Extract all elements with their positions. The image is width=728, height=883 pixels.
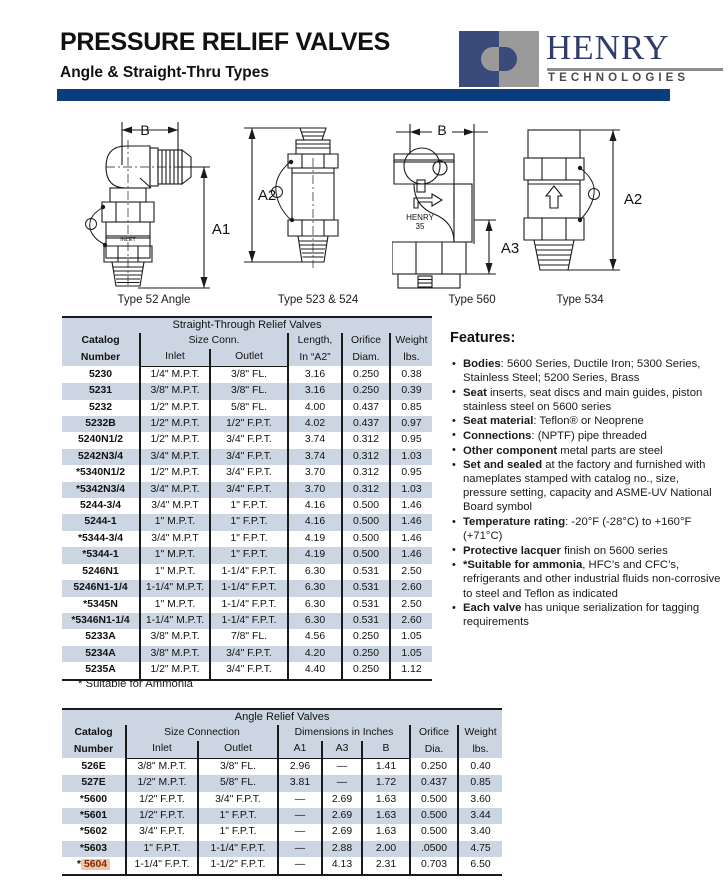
header-outlet: Outlet	[198, 741, 278, 758]
angle-table-title: Angle Relief Valves	[62, 709, 502, 725]
feature-item	[452, 357, 722, 385]
cell-value: 1.46	[390, 498, 432, 514]
cell-value: .0500	[410, 841, 458, 857]
header-length	[288, 333, 342, 366]
cell-value: 0.250	[342, 383, 390, 399]
table-row	[62, 662, 432, 679]
angle-relief-valves-table	[62, 708, 502, 876]
cell-catalog-number: 5232	[62, 400, 140, 416]
cell-value: 0.39	[390, 383, 432, 399]
table-row	[62, 366, 432, 383]
cell-value: 4.56	[288, 629, 342, 645]
header-orifice	[410, 725, 458, 758]
cell-value: 1" F.P.T.	[126, 841, 198, 857]
diagram-type-534	[500, 110, 660, 300]
cell-value: 3.81	[278, 775, 322, 791]
straight-table-title: Straight-Through Relief Valves	[62, 317, 432, 333]
cell-catalog-number: 5244-3/4	[62, 498, 140, 514]
cell-value: 3/8" FL.	[198, 758, 278, 775]
diagram-caption-1: Type 523 & 524	[277, 294, 359, 306]
cell-value: 1/2" M.P.T.	[140, 662, 210, 679]
cell-value: 1/2" M.P.T.	[140, 465, 210, 481]
cell-value: 3.74	[288, 432, 342, 448]
cell-value: 3/8" FL.	[210, 366, 288, 383]
cell-value: 3/4" M.P.T	[140, 531, 210, 547]
cell-value: 6.30	[288, 564, 342, 580]
features-title: Features:	[450, 330, 516, 346]
cell-value: 1.63	[362, 824, 410, 840]
table-row	[62, 857, 502, 874]
cell-value: 2.50	[390, 564, 432, 580]
table-row	[62, 646, 432, 662]
dim-label-b: B	[140, 122, 150, 138]
feature-item-text: : Teflon® or Neoprene	[533, 415, 644, 428]
table-row	[62, 400, 432, 416]
table-row	[62, 498, 432, 514]
table-row	[62, 841, 502, 857]
diagram-type-52-angle	[58, 110, 248, 300]
cell-catalog-number: *5601	[62, 808, 126, 824]
feature-item	[452, 458, 722, 514]
straight-through-relief-valves-table	[62, 316, 432, 681]
cell-value: 2.69	[322, 808, 362, 824]
cell-value: —	[278, 792, 322, 808]
header-orifice-line1: Orifice	[418, 727, 450, 739]
cell-value: 0.250	[342, 629, 390, 645]
feature-item-lead: Protective lacquer	[463, 544, 561, 557]
cell-value: 1.63	[362, 808, 410, 824]
feature-item-text: at the factory and furnished with nameplates stamped with catalog no., size, pressure setting, capacity and ASME-UV National Board symbol	[463, 459, 712, 514]
cell-value: 0.531	[342, 580, 390, 596]
cell-value: 0.97	[390, 416, 432, 432]
dim-label-a3: A3	[500, 240, 520, 257]
cell-catalog-number: *5600	[62, 792, 126, 808]
cell-value: 1-1/4" F.P.T.	[210, 580, 288, 596]
cell-value: 3/8" M.P.T.	[140, 629, 210, 645]
cell-value: 0.500	[342, 514, 390, 530]
table-row	[62, 758, 502, 775]
header-weight-line1: Weight	[395, 335, 428, 347]
table-row	[62, 482, 432, 498]
cell-value: 3/8" M.P.T.	[140, 383, 210, 399]
cell-value: 0.40	[458, 758, 502, 775]
cell-value: 1.63	[362, 792, 410, 808]
diagram-caption-2: Type 560	[448, 294, 496, 306]
straight-table-body	[62, 366, 432, 679]
cell-value: 3/8" M.P.T.	[126, 758, 198, 775]
cell-value: 3/4" F.P.T.	[198, 792, 278, 808]
cell-value: 1.46	[390, 514, 432, 530]
feature-item-lead: Each valve	[463, 602, 522, 615]
cell-value: —	[322, 758, 362, 775]
cell-catalog-number: 5233A	[62, 629, 140, 645]
cell-value: 3.60	[458, 792, 502, 808]
cell-catalog-number: *5344-1	[62, 547, 140, 563]
table-row	[62, 808, 502, 824]
cell-value: 2.60	[390, 580, 432, 596]
cell-catalog-number: 5232B	[62, 416, 140, 432]
cell-value: —	[322, 775, 362, 791]
cell-value: 0.85	[458, 775, 502, 791]
cell-value: 1" M.P.T.	[140, 547, 210, 563]
feature-item	[452, 444, 722, 458]
header-a1: A1	[278, 741, 322, 758]
cell-catalog-number: *5346N1-1/4	[62, 613, 140, 629]
header-size-conn: Size Conn.	[140, 333, 288, 349]
cell-catalog-number: 527E	[62, 775, 126, 791]
header-inlet: Inlet	[126, 741, 198, 758]
cell-value: 0.500	[410, 824, 458, 840]
header-weight-line2: lbs.	[403, 351, 420, 363]
feature-item-lead: Bodies	[463, 358, 501, 370]
feature-item-text: : 5600 Series, Ductile Iron; 5300 Series, Stainless Steel; 5200 Series, Brass	[463, 358, 701, 385]
cell-value: 1/2" F.P.T.	[126, 808, 198, 824]
feature-item	[452, 429, 722, 443]
cell-value: 3/4" M.P.T	[140, 498, 210, 514]
table-row	[62, 792, 502, 808]
cell-catalog-number: *5345N	[62, 597, 140, 613]
header-catalog-number	[62, 333, 140, 366]
features-list	[452, 357, 722, 630]
cell-value: 1-1/4" M.P.T.	[140, 613, 210, 629]
feature-item	[452, 601, 722, 629]
cell-value: 3/4" F.P.T.	[210, 646, 288, 662]
cell-value: 3.16	[288, 383, 342, 399]
cell-value: 4.16	[288, 498, 342, 514]
header-catalog-line2: Number	[80, 351, 121, 363]
table-row	[62, 514, 432, 530]
cell-catalog-number: 5244-1	[62, 514, 140, 530]
cell-value: —	[278, 824, 322, 840]
header-length-line2: In “A2”	[299, 351, 331, 363]
feature-item-lead: Connections	[463, 429, 532, 442]
cell-value: 3/4" F.P.T.	[210, 432, 288, 448]
logo-wordmark: HENRY	[546, 28, 670, 67]
cell-value: —	[278, 857, 322, 874]
cell-catalog-number: 5246N1	[62, 564, 140, 580]
cell-catalog-number: *5603	[62, 841, 126, 857]
table-row	[62, 629, 432, 645]
header-weight	[458, 725, 502, 758]
cell-value: 2.96	[278, 758, 322, 775]
cell-value: 1.46	[390, 547, 432, 563]
cell-value: 5/8" FL.	[210, 400, 288, 416]
logo-circle-left-half	[481, 47, 499, 71]
table-row	[62, 597, 432, 613]
cell-value: 0.250	[342, 646, 390, 662]
cell-value: 1-1/4" F.P.T.	[210, 613, 288, 629]
dim-label-a2: A2	[257, 187, 277, 204]
cell-value: 2.31	[362, 857, 410, 874]
cell-value: 4.75	[458, 841, 502, 857]
header-weight	[390, 333, 432, 366]
table-row	[62, 824, 502, 840]
cell-value: 2.69	[322, 824, 362, 840]
cell-value: 0.95	[390, 432, 432, 448]
cell-value: 0.500	[342, 547, 390, 563]
feature-item	[452, 544, 722, 558]
feature-item-text: finish on 5600 series	[560, 544, 668, 557]
table-header-row-1	[62, 333, 432, 349]
cell-value: 0.250	[410, 758, 458, 775]
feature-item-lead: Temperature rating	[463, 516, 566, 529]
feature-item-lead: Seat	[463, 386, 487, 399]
cell-value: 5/8" FL.	[198, 775, 278, 791]
cell-value: 1-1/4" M.P.T.	[140, 580, 210, 596]
cell-catalog-number: 5246N1-1/4	[62, 580, 140, 596]
cell-value: 0.500	[342, 531, 390, 547]
cell-value: 1/2" M.P.T.	[140, 416, 210, 432]
cell-value: 0.437	[342, 400, 390, 416]
header-orifice-line1: Orifice	[350, 335, 382, 347]
cell-catalog-number: *5602	[62, 824, 126, 840]
header-catalog-number	[62, 725, 126, 758]
cell-value: 6.30	[288, 597, 342, 613]
cell-catalog-number: * 5604	[62, 857, 126, 874]
cell-value: 3/4" F.P.T.	[210, 465, 288, 481]
table-row	[62, 416, 432, 432]
cell-value: 3/4" F.P.T.	[126, 824, 198, 840]
header-a3: A3	[322, 741, 362, 758]
cell-value: 1/2" F.P.T.	[126, 792, 198, 808]
diagram-caption-3: Type 534	[556, 294, 604, 306]
cell-value: 2.00	[362, 841, 410, 857]
header-catalog-line1: Catalog	[81, 335, 120, 347]
highlighted-catalog-number: 5604	[81, 859, 110, 870]
header-inlet: Inlet	[140, 349, 210, 366]
cell-catalog-number: *5340N1/2	[62, 465, 140, 481]
cell-value: 3/4" F.P.T.	[210, 449, 288, 465]
cell-value: 3.74	[288, 449, 342, 465]
header-b: B	[362, 741, 410, 758]
cell-value: 0.95	[390, 465, 432, 481]
cell-value: 1/4" M.P.T.	[140, 366, 210, 383]
cell-value: 1.05	[390, 629, 432, 645]
header-dimensions: Dimensions in Inches	[278, 725, 410, 741]
table-row	[62, 613, 432, 629]
cell-catalog-number: 5235A	[62, 662, 140, 679]
cell-value: 1.41	[362, 758, 410, 775]
cell-value: 1" M.P.T.	[140, 597, 210, 613]
dim-label-b: B	[437, 122, 447, 138]
cell-value: 3/4" F.P.T.	[210, 482, 288, 498]
cell-value: 3.70	[288, 465, 342, 481]
table-title-row	[62, 317, 432, 333]
header-length-line1: Length,	[297, 335, 333, 347]
henry-marking: HENRY	[406, 213, 434, 222]
table-header-row-1	[62, 725, 502, 741]
table-row	[62, 383, 432, 399]
cell-catalog-number: 526E	[62, 758, 126, 775]
cell-catalog-number: 5234A	[62, 646, 140, 662]
cell-value: —	[278, 841, 322, 857]
feature-item-text: , HFC’s and CFC’s, refrigerants and other industrial fluids non-corrosive to steel and Teflon as indicated	[463, 559, 721, 600]
cell-value: 1" F.P.T.	[198, 824, 278, 840]
diagram-type-523-524	[238, 110, 398, 300]
cell-catalog-number: *5344-3/4	[62, 531, 140, 547]
table-row	[62, 531, 432, 547]
header-size-connection: Size Connection	[126, 725, 278, 741]
header-orifice-line2: Dia.	[424, 743, 444, 755]
cell-value: 1" F.P.T.	[210, 514, 288, 530]
table-row	[62, 580, 432, 596]
cell-value: 1" M.P.T.	[140, 514, 210, 530]
header-weight-line1: Weight	[464, 727, 497, 739]
table-row	[62, 449, 432, 465]
cell-catalog-number: *5342N3/4	[62, 482, 140, 498]
page-subtitle: Angle & Straight-Thru Types	[60, 64, 269, 81]
cell-catalog-number: 5242N3/4	[62, 449, 140, 465]
feature-item-text: : (NPTF) pipe threaded	[531, 429, 647, 442]
feature-item	[452, 414, 722, 428]
cell-value: 0.312	[342, 482, 390, 498]
cell-catalog-number: 5240N1/2	[62, 432, 140, 448]
cell-value: 2.60	[390, 613, 432, 629]
diagram-caption-0: Type 52 Angle	[117, 294, 191, 306]
table-row	[62, 432, 432, 448]
cell-value: 0.531	[342, 613, 390, 629]
henry-logo-mark	[459, 31, 539, 87]
cell-value: 4.00	[288, 400, 342, 416]
header-orifice-line2: Diam.	[352, 351, 380, 363]
cell-value: 6.50	[458, 857, 502, 874]
cell-value: 0.500	[410, 792, 458, 808]
page-header	[0, 0, 728, 108]
cell-value: 1/2" F.P.T.	[210, 416, 288, 432]
feature-item	[452, 515, 722, 543]
cell-value: 3.16	[288, 366, 342, 383]
header-outlet: Outlet	[210, 349, 288, 366]
table-row	[62, 775, 502, 791]
header-catalog-line1: Catalog	[74, 727, 113, 739]
cell-value: 1.72	[362, 775, 410, 791]
cell-value: —	[278, 808, 322, 824]
cell-value: 0.437	[342, 416, 390, 432]
cell-value: 2.88	[322, 841, 362, 857]
cell-value: 4.19	[288, 531, 342, 547]
cell-value: 0.531	[342, 564, 390, 580]
cell-value: 3.70	[288, 482, 342, 498]
cell-value: 1-1/4" F.P.T.	[210, 597, 288, 613]
table-title-row	[62, 709, 502, 725]
cell-catalog-number: 5230	[62, 366, 140, 383]
cell-value: 0.500	[410, 808, 458, 824]
cell-value: 3/4" M.P.T.	[140, 449, 210, 465]
feature-item	[452, 558, 722, 600]
dim-label-a1: A1	[211, 221, 231, 238]
cell-value: 4.40	[288, 662, 342, 679]
cell-value: 6.30	[288, 613, 342, 629]
cell-value: 0.312	[342, 449, 390, 465]
header-orifice	[342, 333, 390, 366]
cell-value: 4.13	[322, 857, 362, 874]
cell-value: 1-1/2" F.P.T.	[198, 857, 278, 874]
cell-value: 6.30	[288, 580, 342, 596]
feature-item-text: : -20°F (-28°C) to +160°F (+71°C)	[463, 516, 692, 543]
table-row	[62, 465, 432, 481]
cell-value: 0.250	[342, 662, 390, 679]
henry-marking-number: 35	[415, 222, 425, 231]
cell-value: 0.250	[342, 366, 390, 383]
cell-value: 1" F.P.T.	[210, 498, 288, 514]
cell-value: 3/8" M.P.T.	[140, 646, 210, 662]
cell-value: 0.437	[410, 775, 458, 791]
feature-item-lead: *Suitable for ammonia	[463, 559, 583, 572]
cell-value: 4.02	[288, 416, 342, 432]
cell-value: 1" M.P.T.	[140, 564, 210, 580]
cell-value: 3.44	[458, 808, 502, 824]
angle-table-body	[62, 758, 502, 874]
header-weight-line2: lbs.	[472, 743, 489, 755]
cell-value: 0.312	[342, 465, 390, 481]
cell-value: 1/2" M.P.T.	[140, 432, 210, 448]
feature-item-text: inserts, seat discs and main guides, piston stainless steel on 5600 series	[463, 386, 703, 413]
feature-item-lead: Set and sealed	[463, 459, 543, 472]
feature-item	[452, 386, 722, 414]
header-catalog-line2: Number	[73, 743, 114, 755]
cell-value: 1-1/4" F.P.T.	[126, 857, 198, 874]
cell-value: 0.531	[342, 597, 390, 613]
cell-value: 3/4" M.P.T.	[140, 482, 210, 498]
cell-value: 1.12	[390, 662, 432, 679]
cell-value: 2.50	[390, 597, 432, 613]
cell-value: 1-1/4" F.P.T.	[198, 841, 278, 857]
valve-diagrams	[0, 108, 728, 308]
cell-value: 0.500	[342, 498, 390, 514]
cell-value: 7/8" FL.	[210, 629, 288, 645]
feature-item-lead: Other component	[463, 444, 558, 457]
cell-value: 0.312	[342, 432, 390, 448]
ammonia-footnote: * Suitable for Ammonia	[78, 678, 193, 690]
cell-value: 1" F.P.T.	[210, 547, 288, 563]
feature-item-text: has unique serialization for tagging requirements	[463, 602, 700, 629]
feature-item-lead: Seat material	[463, 415, 534, 428]
header-rule	[57, 89, 670, 101]
cell-value: 1.05	[390, 646, 432, 662]
cell-value: 1.03	[390, 482, 432, 498]
cell-value: 4.16	[288, 514, 342, 530]
feature-item-text: metal parts are steel	[557, 444, 663, 457]
cell-value: 0.85	[390, 400, 432, 416]
cell-catalog-number: 5231	[62, 383, 140, 399]
logo-tagline: TECHNOLOGIES	[548, 72, 690, 84]
cell-value: 1" F.P.T.	[210, 531, 288, 547]
dim-label-a2: A2	[623, 191, 643, 208]
cell-value: 1" F.P.T.	[198, 808, 278, 824]
cell-value: 1/2" M.P.T.	[140, 400, 210, 416]
cell-value: 0.703	[410, 857, 458, 874]
cell-value: 4.19	[288, 547, 342, 563]
logo-divider	[547, 68, 723, 71]
inlet-marking: INLET	[120, 237, 136, 243]
cell-value: 3/8" FL.	[210, 383, 288, 399]
table-row	[62, 547, 432, 563]
cell-value: 3.40	[458, 824, 502, 840]
cell-value: 2.69	[322, 792, 362, 808]
table-row	[62, 564, 432, 580]
page-title: PRESSURE RELIEF VALVES	[60, 28, 391, 56]
cell-value: 0.38	[390, 366, 432, 383]
cell-value: 4.20	[288, 646, 342, 662]
cell-value: 1.03	[390, 449, 432, 465]
cell-value: 1.46	[390, 531, 432, 547]
cell-value: 1-1/4" F.P.T.	[210, 564, 288, 580]
cell-value: 3/4" F.P.T.	[210, 662, 288, 679]
cell-value: 1/2" M.P.T.	[126, 775, 198, 791]
